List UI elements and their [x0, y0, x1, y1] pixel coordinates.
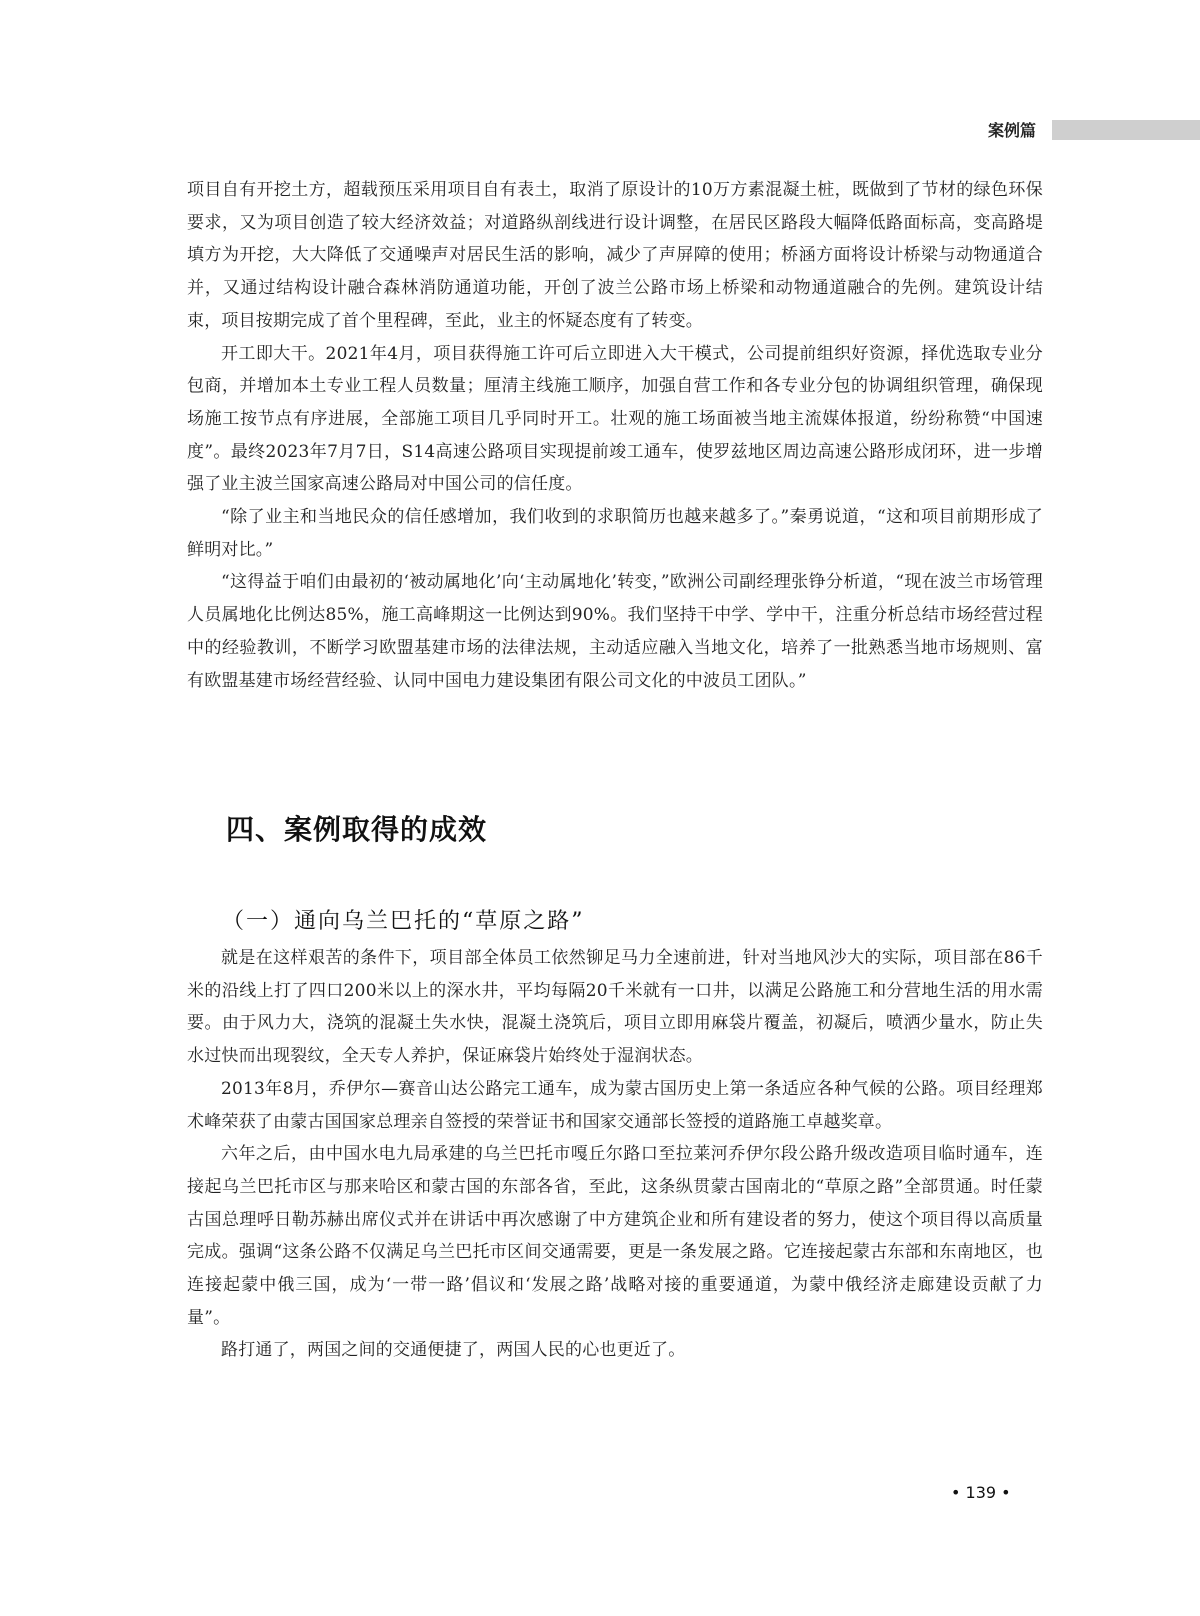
top-text-block [187, 174, 1043, 697]
paragraph: 路打通了，两国之间的交通便捷了，两国人民的心也更近了。 [221, 1340, 686, 1361]
paragraph: 项目自有开挖土方，超载预压采用项目自有表土，取消了原设计的10万方素混凝土桩，既做到了节材的绿色环保要求，又为项目创造了较大经济效益；对道路纵剖线进行设计调整，在居民区路段大幅降低路面标高，变高路堤填方为开挖，大大降低了交通噪声对居民生活的影响，减少了声屏障的使用；桥涵方面将设计桥梁与动物通道合并，又通过结构设计融合森林消防通道功能，开创了波兰公路市场上桥梁和动物通道融合的先例。建筑设计结束，项目按期完成了首个里程碑，至此，业主的怀疑态度有了转变。 [187, 180, 1043, 331]
paragraph: “除了业主和当地民众的信任感增加，我们收到的求职简历也越来越多了。”秦勇说道，“这和项目前期形成了鲜明对比。” [187, 507, 1043, 560]
page-number: • 139 • [951, 1483, 1011, 1502]
paragraph: 就是在这样艰苦的条件下，项目部全体员工依然铆足马力全速前进，针对当地风沙大的实际，项目部在86千米的沿线上打了四口200米以上的深水井，平均每隔20千米就有一口井，以满足公路施工和分营地生活的用水需要。由于风力大，浇筑的混凝土失水快，混凝土浇筑后，项目立即用麻袋片覆盖，初凝后，喷洒少量水，防止失水过快而出现裂纹，全天专人养护，保证麻袋片始终处于湿润状态。 [187, 948, 1043, 1067]
section-label: 案例篇 [988, 121, 1037, 140]
section-heading: 四、案例取得的成效 [226, 813, 488, 846]
paragraph: 开工即大干。2021年4月，项目获得施工许可后立即进入大干模式，公司提前组织好资源，择优选取专业分包商，并增加本土专业工程人员数量；厘清主线施工顺序，加强自营工作和各专业分包的协调组织管理，确保现场施工按节点有序进展，全部施工项目几乎同时开工。壮观的施工场面被当地主流媒体报道，纷纷称赞“中国速度”。最终2023年7月7日，S14高速公路项目实现提前竣工通车，使罗兹地区周边高速公路形成闭环，进一步增强了业主波兰国家高速公路局对中国公司的信任度。 [187, 343, 1043, 495]
paragraph: “这得益于咱们由最初的‘被动属地化’向‘主动属地化’转变，”欧洲公司副经理张铮分析道，“现在波兰市场管理人员属地化比例达85%，施工高峰期这一比例达到90%。我们坚持干中学、学中干，注重分析总结市场经营过程中的经验教训，不断学习欧盟基建市场的法律法规，主动适应融入当地文化，培养了一批熟悉当地市场规则、富有欧盟基建市场经营经验、认同中国电力建设集团有限公司文化的中波员工团队。” [187, 572, 1043, 691]
subsection-heading: （一）通向乌兰巴托的“草原之路” [222, 909, 585, 934]
bottom-text-block [187, 942, 1043, 1367]
paragraph: 2013年8月，乔伊尔—赛音山达公路完工通车，成为蒙古国历史上第一条适应各种气候的公路。项目经理郑术峰荣获了由蒙古国国家总理亲自签授的荣誉证书和国家交通部长签授的道路施工卓越奖章。 [187, 1078, 1043, 1132]
header-bar [1052, 120, 1200, 140]
paragraph: 六年之后，由中国水电九局承建的乌兰巴托市嘎丘尔路口至拉莱河乔伊尔段公路升级改造项目临时通车，连接起乌兰巴托市区与那来哈区和蒙古国的东部各省，至此，这条纵贯蒙古国南北的“草原之路”全部贯通。时任蒙古国总理呼日勒苏赫出席仪式并在讲话中再次感谢了中方建筑企业和所有建设者的努力，使这个项目得以高质量完成。强调“这条公路不仅满足乌兰巴托市区间交通需要，更是一条发展之路。它连接起蒙古东部和东南地区，也连接起蒙中俄三国，成为‘一带一路’倡议和‘发展之路’战略对接的重要通道，为蒙中俄经济走廊建设贡献了力量”。 [187, 1144, 1043, 1328]
